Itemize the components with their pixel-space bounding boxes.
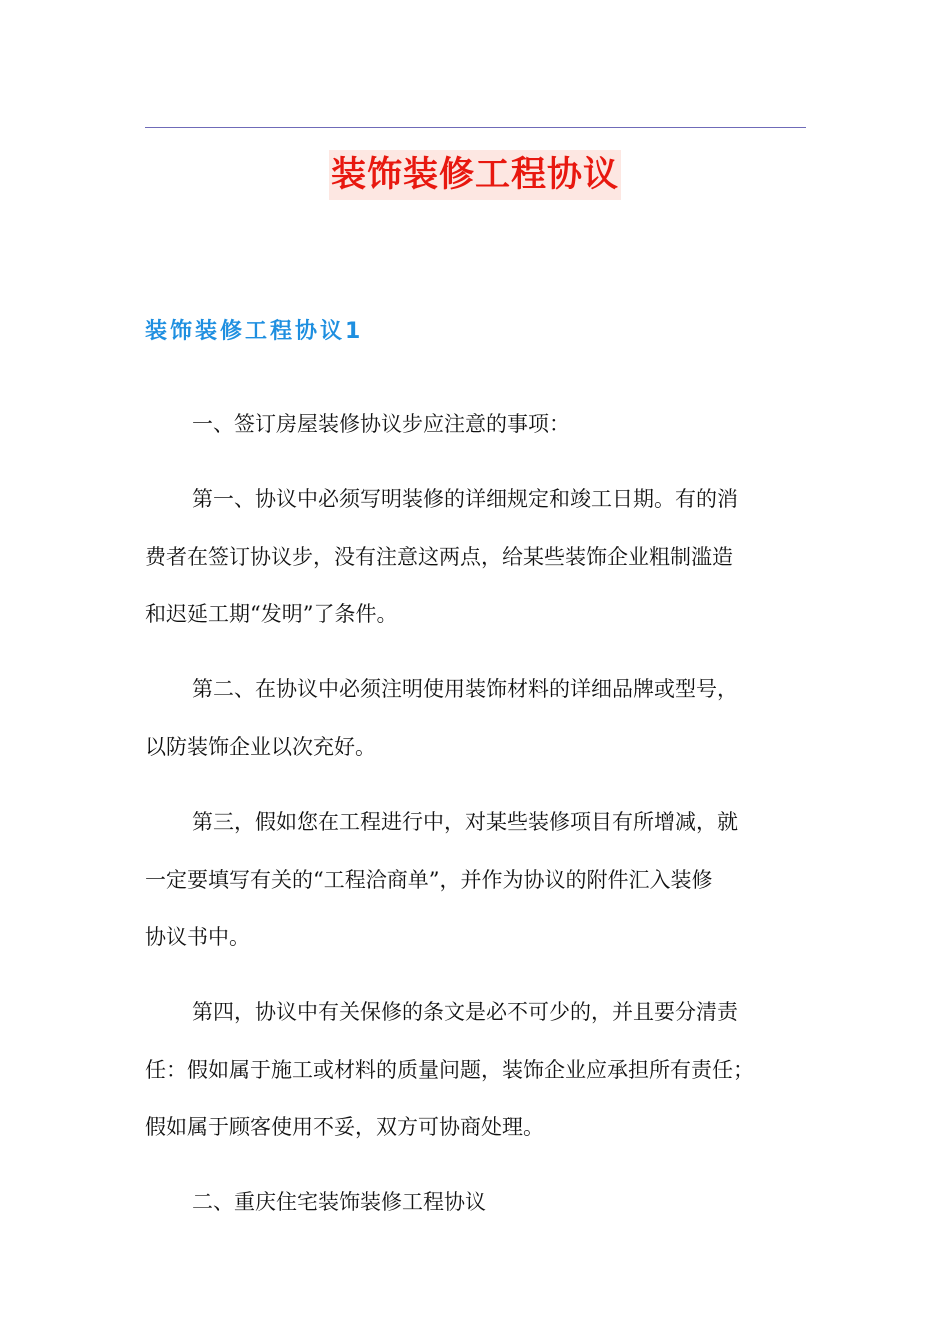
paragraph-line: 任：假如属于施工或材料的质量问题，装饰企业应承担所有责任； — [145, 1058, 754, 1082]
paragraph-line: 以防装饰企业以次充好。 — [145, 735, 376, 759]
paragraph-line: 和迟延工期“发明”了条件。 — [145, 602, 398, 626]
paragraph-line: 第三，假如您在工程进行中，对某些装修项目有所增减，就 — [192, 810, 738, 834]
document-title — [0, 150, 950, 200]
paragraph-line: 费者在签订协议步，没有注意这两点，给某些装饰企业粗制滥造 — [145, 545, 733, 569]
paragraph-line: 一定要填写有关的“工程洽商单”，并作为协议的附件汇入装修 — [145, 868, 713, 892]
document-title-text: 装饰装修工程协议 — [329, 150, 621, 200]
paragraph-line: 一、签订房屋装修协议步应注意的事项： — [192, 412, 570, 436]
section-heading: 装饰装修工程协议1 — [145, 319, 364, 344]
header-rule — [145, 127, 806, 128]
paragraph-line: 二、重庆住宅装饰装修工程协议 — [192, 1190, 486, 1214]
paragraph-line: 第四，协议中有关保修的条文是必不可少的，并且要分清责 — [192, 1000, 738, 1024]
paragraph-line: 协议书中。 — [145, 925, 250, 949]
paragraph-line: 第二、在协议中必须注明使用装饰材料的详细品牌或型号， — [192, 677, 738, 701]
paragraph-line: 第一、协议中必须写明装修的详细规定和竣工日期。有的消 — [192, 487, 738, 511]
paragraph-line: 假如属于顾客使用不妥，双方可协商处理。 — [145, 1115, 544, 1139]
